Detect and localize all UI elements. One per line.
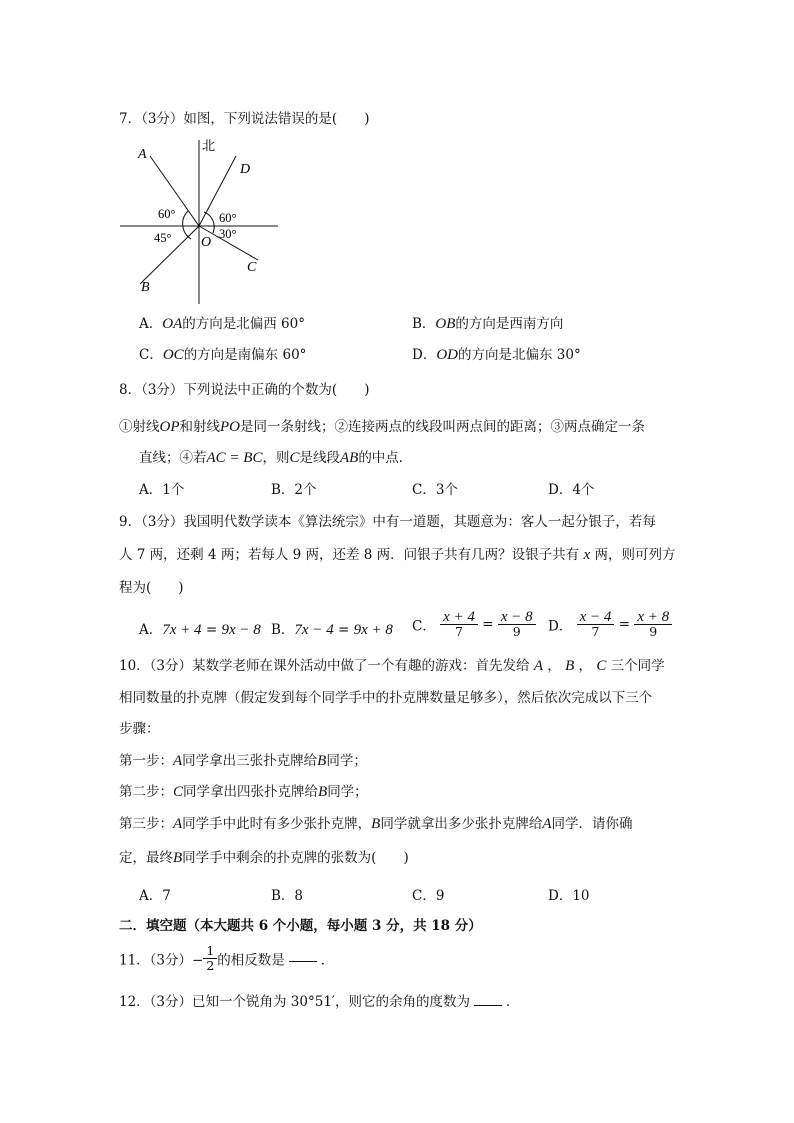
q10-line-1: 10．（3分）某数学老师在课外活动中做了一个有趣的游戏：首先发给 A ， B ， C 三个同学 <box>119 658 665 674</box>
fraction: $\frac{x - 4}{7}$ <box>577 610 615 639</box>
fraction: $\frac{x + 4}{7}$ <box>440 610 478 639</box>
q8-option-c: C．3个 <box>412 482 458 498</box>
q9-line-3: 程为( ) <box>119 580 184 596</box>
q7-option-b: B．OB的方向是西南方向 <box>412 316 564 332</box>
q8-stem: 8．（3分）下列说法中正确的个数为( ) <box>119 382 370 398</box>
q11: 11．（3分）− $\frac{1}{2}$ 的相反数是 ． <box>119 943 335 973</box>
q9-line-1: 9．（3分）我国明代数学读本《算法统宗》中有一道题，其题意为：客人一起分银子，若每 <box>119 514 656 530</box>
q10-step-3: 第三步：A同学手中此时有多少张扑克牌，B同学就拿出多少张扑克牌给A同学．请你确 <box>119 816 633 832</box>
q7-stem: 7．（3分）如图，下列说法错误的是( ) <box>119 111 370 127</box>
q10-option-b: B．8 <box>271 888 304 904</box>
q8-option-a: A．1个 <box>139 482 185 498</box>
label-o: O <box>201 235 212 250</box>
angle-right-down: 30° <box>219 227 237 241</box>
q10-line-3: 步骤： <box>119 721 160 737</box>
label-north: 北 <box>202 138 216 153</box>
q8-option-b: B．2个 <box>271 482 317 498</box>
q8-line-2: 直线；④若AC = BC，则C是线段AB的中点． <box>139 450 413 466</box>
fraction: $\frac{x - 8}{9}$ <box>498 610 536 639</box>
angle-left-down: 45° <box>154 231 172 245</box>
q10-option-c: C．9 <box>412 888 445 904</box>
q9-option-c: C． $\frac{x + 4}{7}$ = $\frac{x - 8}{9}$ <box>412 610 536 639</box>
label-d: D <box>240 162 251 177</box>
label-b: B <box>141 280 150 295</box>
q9-option-a: A．7x + 4 = 9x − 8 <box>139 622 261 638</box>
q12: 12．（3分）已知一个锐角为 30°51′，则它的余角的度数为 ． <box>119 994 520 1010</box>
fraction: $\frac{1}{2}$ <box>203 944 217 973</box>
compass-figure <box>118 134 278 304</box>
answer-blank[interactable] <box>474 993 502 1006</box>
q7-option-a: A．OA的方向是北偏西 60° <box>139 316 305 332</box>
answer-blank[interactable] <box>289 949 317 962</box>
q9-option-b: B．7x − 4 = 9x + 8 <box>271 622 393 638</box>
q8-line-1: ①射线OP和射线PO是同一条射线；②连接两点的线段叫两点间的距离；③两点确定一条 <box>119 419 645 435</box>
q10-line-2: 相同数量的扑克牌（假定发到每个同学手中的扑克牌数量足够多），然后依次完成以下三个 <box>119 690 653 706</box>
label-a: A <box>138 147 147 162</box>
angle-left-up: 60° <box>158 207 176 221</box>
q9-option-d: D． $\frac{x - 4}{7}$ = $\frac{x + 8}{9}$ <box>548 610 672 639</box>
q10-option-d: D．10 <box>548 888 590 904</box>
fraction: $\frac{x + 8}{9}$ <box>634 610 672 639</box>
q7-option-c: C．OC的方向是南偏东 60° <box>139 347 307 363</box>
q7-option-d: D．OD的方向是北偏东 30° <box>412 347 581 363</box>
angle-right-up: 60° <box>219 211 237 225</box>
q10-line-8: 定，最终B同学手中剩余的扑克牌的张数为( ) <box>119 850 409 866</box>
section-2-heading: 二．填空题（本大题共 6 个小题，每小题 3 分，共 18 分） <box>119 918 482 934</box>
q8-option-d: D．4个 <box>548 482 595 498</box>
q9-line-2: 人 7 两，还剩 4 两；若每人 9 两，还差 8 两．问银子共有几两？设银子共有 x 两，则可列方 <box>119 547 676 563</box>
label-c: C <box>247 260 257 275</box>
q10-step-2: 第二步：C同学拿出四张扑克牌给B同学； <box>119 784 368 800</box>
q10-option-a: A．7 <box>139 888 171 904</box>
q10-step-1: 第一步：A同学拿出三张扑克牌给B同学； <box>119 753 367 769</box>
